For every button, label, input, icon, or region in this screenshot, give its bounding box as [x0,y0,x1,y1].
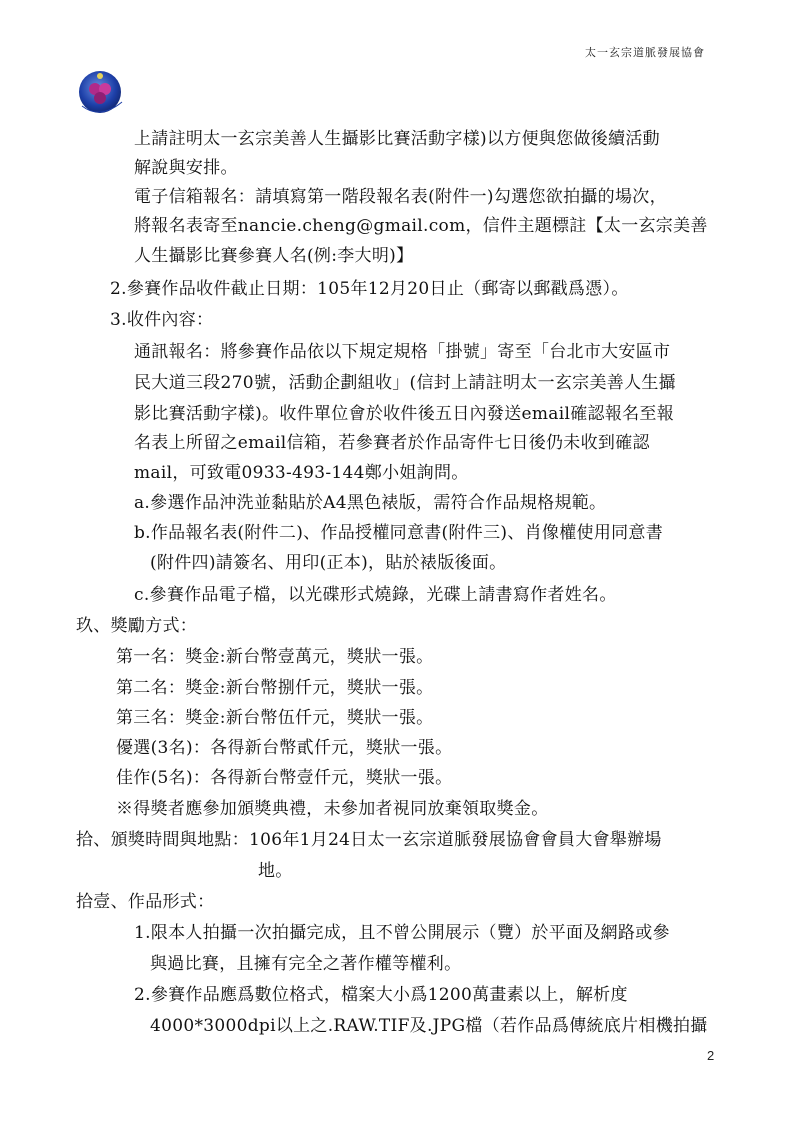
body-line: 將報名表寄至nancie.cheng@gmail.com，信件主題標註【太一玄宗美善 [134,216,708,236]
body-line: (附件四)請簽名、用印(正本)，貼於裱版後面。 [150,553,507,573]
association-logo [76,62,128,118]
body-line: ※得獎者應參加頒獎典禮，未參加者視同放棄領取獎金。 [116,799,549,819]
section-heading: 拾壹、作品形式： [76,892,215,912]
body-line: 民大道三段270號，活動企劃組收」(信封上請註明太一玄宗美善人生攝 [134,373,676,393]
body-line: mail，可致電0933-493-144鄭小姐詢問。 [134,463,469,483]
body-line: 3.收件內容： [110,310,214,330]
body-line: 電子信箱報名：請填寫第一階段報名表(附件一)勾選您欲拍攝的場次， [134,187,667,207]
body-line: 第三名：獎金:新台幣伍仟元，獎狀一張。 [116,708,434,728]
body-line: 影比賽活動字樣)。收件單位會於收件後五日內發送email確認報名至報 [134,404,675,424]
page-number: 2 [707,1048,715,1063]
body-line: 4000*3000dpi以上之.RAW.TIF及.JPG檔（若作品爲傳統底片相機拍攝 [150,1016,708,1036]
section-heading: 玖、獎勵方式： [76,616,198,636]
body-line: 與過比賽，且擁有完全之著作權等權利。 [150,954,462,974]
body-line: 2.參賽作品收件截止日期：105年12月20日止（郵寄以郵戳爲憑）。 [110,279,629,299]
body-line: 解說與安排。 [134,158,238,178]
body-line: b.作品報名表(附件二)、作品授權同意書(附件三)、肖像權使用同意書 [134,523,664,543]
body-line: a.參選作品沖洗並黏貼於A4黑色裱版，需符合作品規格規範。 [134,493,607,513]
body-line: 人生攝影比賽參賽人名(例:李大明)】 [134,246,414,266]
header-org-name: 太一玄宗道脈發展協會 [585,46,705,59]
body-line: 地。 [258,861,293,881]
body-line: 上請註明太一玄宗美善人生攝影比賽活動字樣)以方便與您做後續活動 [134,129,660,149]
body-line: 第二名：獎金:新台幣捌仟元，獎狀一張。 [116,678,434,698]
body-line: 1.限本人拍攝一次拍攝完成，且不曾公開展示（覽）於平面及網路或參 [134,923,670,943]
body-line: 第一名：獎金:新台幣壹萬元，獎狀一張。 [116,647,434,667]
section-heading: 拾、頒獎時間與地點：106年1月24日太一玄宗道脈發展協會會員大會舉辦場 [76,830,662,850]
body-line: 2.參賽作品應爲數位格式，檔案大小爲1200萬畫素以上，解析度 [134,985,628,1005]
body-line: c.參賽作品電子檔，以光碟形式燒錄，光碟上請書寫作者姓名。 [134,585,617,605]
body-line: 優選(3名)：各得新台幣貳仟元，獎狀一張。 [116,738,453,758]
body-line: 佳作(5名)：各得新台幣壹仟元，獎狀一張。 [116,768,453,788]
body-line: 名表上所留之email信箱，若參賽者於作品寄件七日後仍未收到確認 [134,433,650,453]
body-line: 通訊報名：將參賽作品依以下規定規格「掛號」寄至「台北市大安區市 [134,342,671,362]
